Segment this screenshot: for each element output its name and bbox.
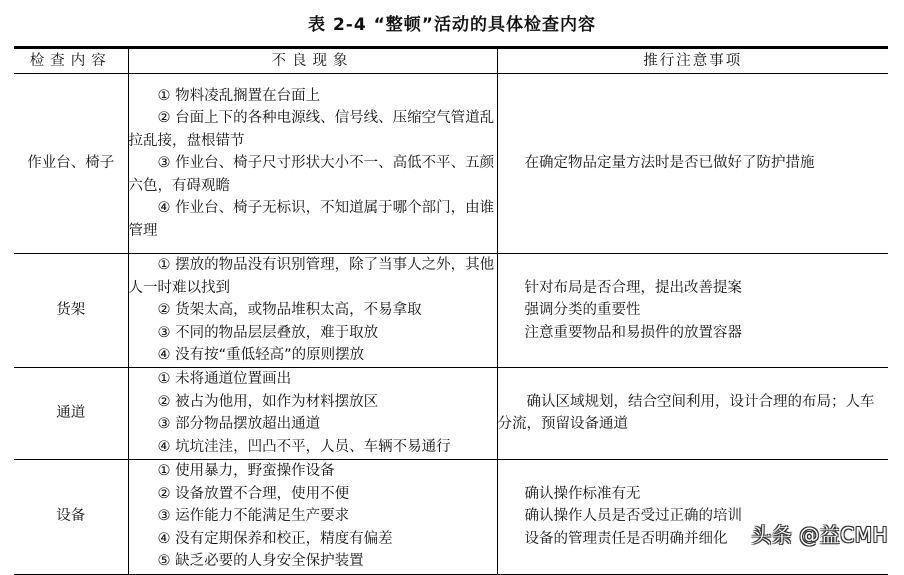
- issues-cell: [128, 254, 497, 368]
- issue-item: ② 台面上下的各种电源线、信号线、压缩空气管道乱拉乱接，盘根错节: [128, 110, 495, 149]
- category-cell: 通道: [14, 367, 128, 459]
- measures-cell: [497, 367, 888, 459]
- measure-item: 确认操作人员是否受过正确的培训: [524, 508, 742, 525]
- measure-item: 确认区域规划，结合空间利用，设计合理的布局；人车分流，预留设备通道: [497, 393, 875, 432]
- measure-item: 强调分类的重要性: [524, 302, 641, 318]
- header-inspection-item: 检查内容: [14, 48, 128, 74]
- issue-item: ⑤ 缺乏必要的人身安全保护装置: [157, 553, 364, 570]
- issues-cell: [128, 459, 497, 574]
- watermark: 头条 @益CMH: [751, 523, 888, 547]
- issue-item: ③ 作业台、椅子尺寸形状大小不一、高低不平、五颜六色，有碍观瞻: [128, 155, 495, 194]
- issue-item: ① 未将通道位置画出: [157, 371, 292, 387]
- inspection-table: [14, 46, 888, 575]
- header-row: [14, 48, 888, 74]
- table-row: [14, 74, 888, 254]
- header-defects: 不良现象: [128, 48, 497, 74]
- table-title: 表 2-4 “整顿”活动的具体检查内容: [308, 15, 596, 35]
- issue-item: ① 摆放的物品没有识别管理，除了当事人之外，其他人一时难以找到: [128, 257, 495, 296]
- issue-item: ② 货架太高，或物品堆积太高，不易拿取: [157, 302, 422, 318]
- issue-item: ③ 部分物品摆放超出通道: [157, 416, 321, 432]
- issue-item: ④ 坑坑洼洼，凹凸不平，人员、车辆不易通行: [157, 438, 451, 455]
- issue-item: ④ 作业台、椅子无标识，不知道属于哪个部门，由谁管理: [128, 200, 495, 239]
- issue-item: ③ 运作能力不能满足生产要求: [157, 508, 350, 525]
- table-row: [14, 254, 888, 368]
- issue-item: ④ 没有定期保养和校正，精度有偏差: [157, 530, 393, 547]
- issue-item: ① 物料凌乱搁置在台面上: [157, 87, 321, 104]
- issue-item: ① 使用暴力，野蛮操作设备: [157, 463, 335, 480]
- issue-item: ② 设备放置不合理，使用不便: [157, 485, 350, 502]
- header-notes: 推行注意事项: [643, 52, 743, 69]
- category-cell: 设备: [14, 459, 128, 574]
- measures-cell: [497, 459, 888, 574]
- issues-cell: [128, 74, 497, 254]
- category-cell: 货架: [14, 254, 128, 368]
- issue-item: ③ 不同的物品层层叠放，难于取放: [157, 324, 379, 341]
- issue-item: ② 被占为他用，如作为材料摆放区: [157, 393, 379, 410]
- measure-item: 设备的管理责任是否明确并细化: [524, 530, 728, 547]
- measure-item: 针对布局是否合理，提出改善提案: [524, 279, 742, 296]
- measures-cell: [497, 254, 888, 368]
- measures-cell: [497, 74, 888, 254]
- table-row: [14, 459, 888, 574]
- issues-cell: [128, 367, 497, 459]
- measure-item: 在确定物品定量方法时是否已做好了防护措施: [524, 155, 815, 172]
- issue-item: ④ 没有按“重低轻高”的原则摆放: [157, 347, 365, 363]
- measure-item: 注意重要物品和易损件的放置容器: [524, 324, 742, 341]
- category-cell: 作业台、椅子: [14, 74, 128, 254]
- table-row: [14, 367, 888, 459]
- measure-item: 确认操作标准有无: [524, 485, 641, 502]
